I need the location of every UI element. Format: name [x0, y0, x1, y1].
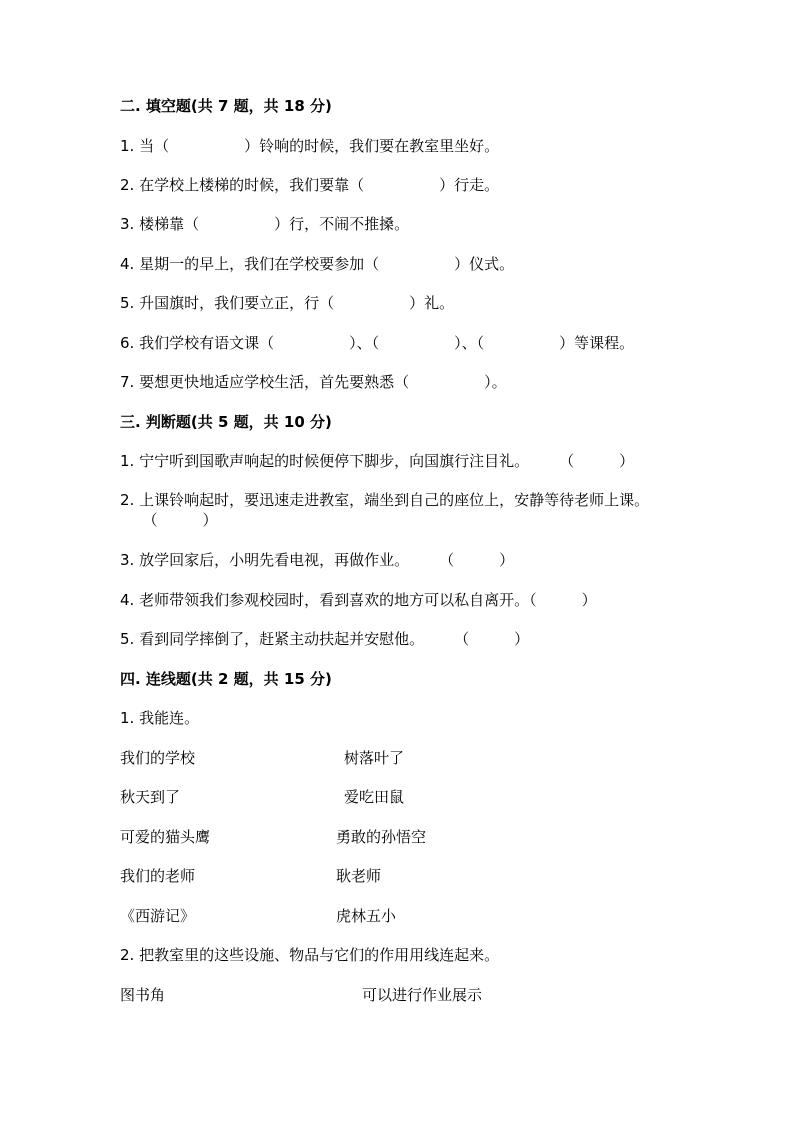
match-left-item: 《西游记》 — [120, 907, 196, 925]
fill-question-2: 2. 在学校上楼梯的时候，我们要靠（ ）行走。 — [120, 176, 500, 194]
judge-question-1: 1. 宁宁听到国歌声响起的时候便停下脚步，向国旗行注目礼。 （ ） — [120, 452, 635, 470]
fill-question-6: 6. 我们学校有语文课（ ）、（ ）、（ ）等课程。 — [120, 334, 635, 352]
match-right-item: 耿老师 — [336, 867, 382, 885]
match-left-item: 我们的学校 — [120, 749, 196, 767]
match-question-1-prompt: 1. 我能连。 — [120, 709, 200, 727]
match-right-item: 勇敢的孙悟空 — [336, 828, 427, 846]
match-left-item: 我们的老师 — [120, 867, 196, 885]
judge-question-2-answer-blank: （ ） — [120, 511, 218, 529]
match-left-item: 可爱的猫头鹰 — [120, 828, 211, 846]
match-left-item: 秋天到了 — [120, 788, 181, 806]
section3-heading: 三. 判断题(共 5 题，共 10 分) — [120, 413, 332, 431]
section4-heading: 四. 连线题(共 2 题，共 15 分) — [120, 670, 332, 688]
fill-question-7: 7. 要想更快地适应学校生活，首先要熟悉（ ）。 — [120, 373, 507, 391]
section2-heading: 二. 填空题(共 7 题，共 18 分) — [120, 97, 332, 115]
match-right-item: 可以进行作业展示 — [362, 986, 483, 1004]
match-right-item: 树落叶了 — [344, 749, 405, 767]
match-question-2-prompt: 2. 把教室里的这些设施、物品与它们的作用用线连起来。 — [120, 946, 500, 964]
fill-question-1: 1. 当（ ）铃响的时候，我们要在教室里坐好。 — [120, 137, 500, 155]
match-right-item: 爱吃田鼠 — [344, 788, 405, 806]
match-right-item: 虎林五小 — [336, 907, 397, 925]
match-left-item: 图书角 — [120, 986, 166, 1004]
judge-question-2: 2. 上课铃响起时，要迅速走进教室，端坐到自己的座位上，安静等待老师上课。 — [120, 491, 650, 509]
judge-question-4: 4. 老师带领我们参观校园时，看到喜欢的地方可以私自离开。（ ） — [120, 591, 597, 609]
judge-question-3: 3. 放学回家后，小明先看电视，再做作业。 （ ） — [120, 551, 515, 569]
fill-question-5: 5. 升国旗时，我们要立正，行（ ）礼。 — [120, 294, 455, 312]
judge-question-5: 5. 看到同学摔倒了，赶紧主动扶起并安慰他。 （ ） — [120, 630, 530, 648]
fill-question-3: 3. 楼梯靠（ ）行，不闹不推搡。 — [120, 215, 410, 233]
fill-question-4: 4. 星期一的早上，我们在学校要参加（ ）仪式。 — [120, 255, 515, 273]
